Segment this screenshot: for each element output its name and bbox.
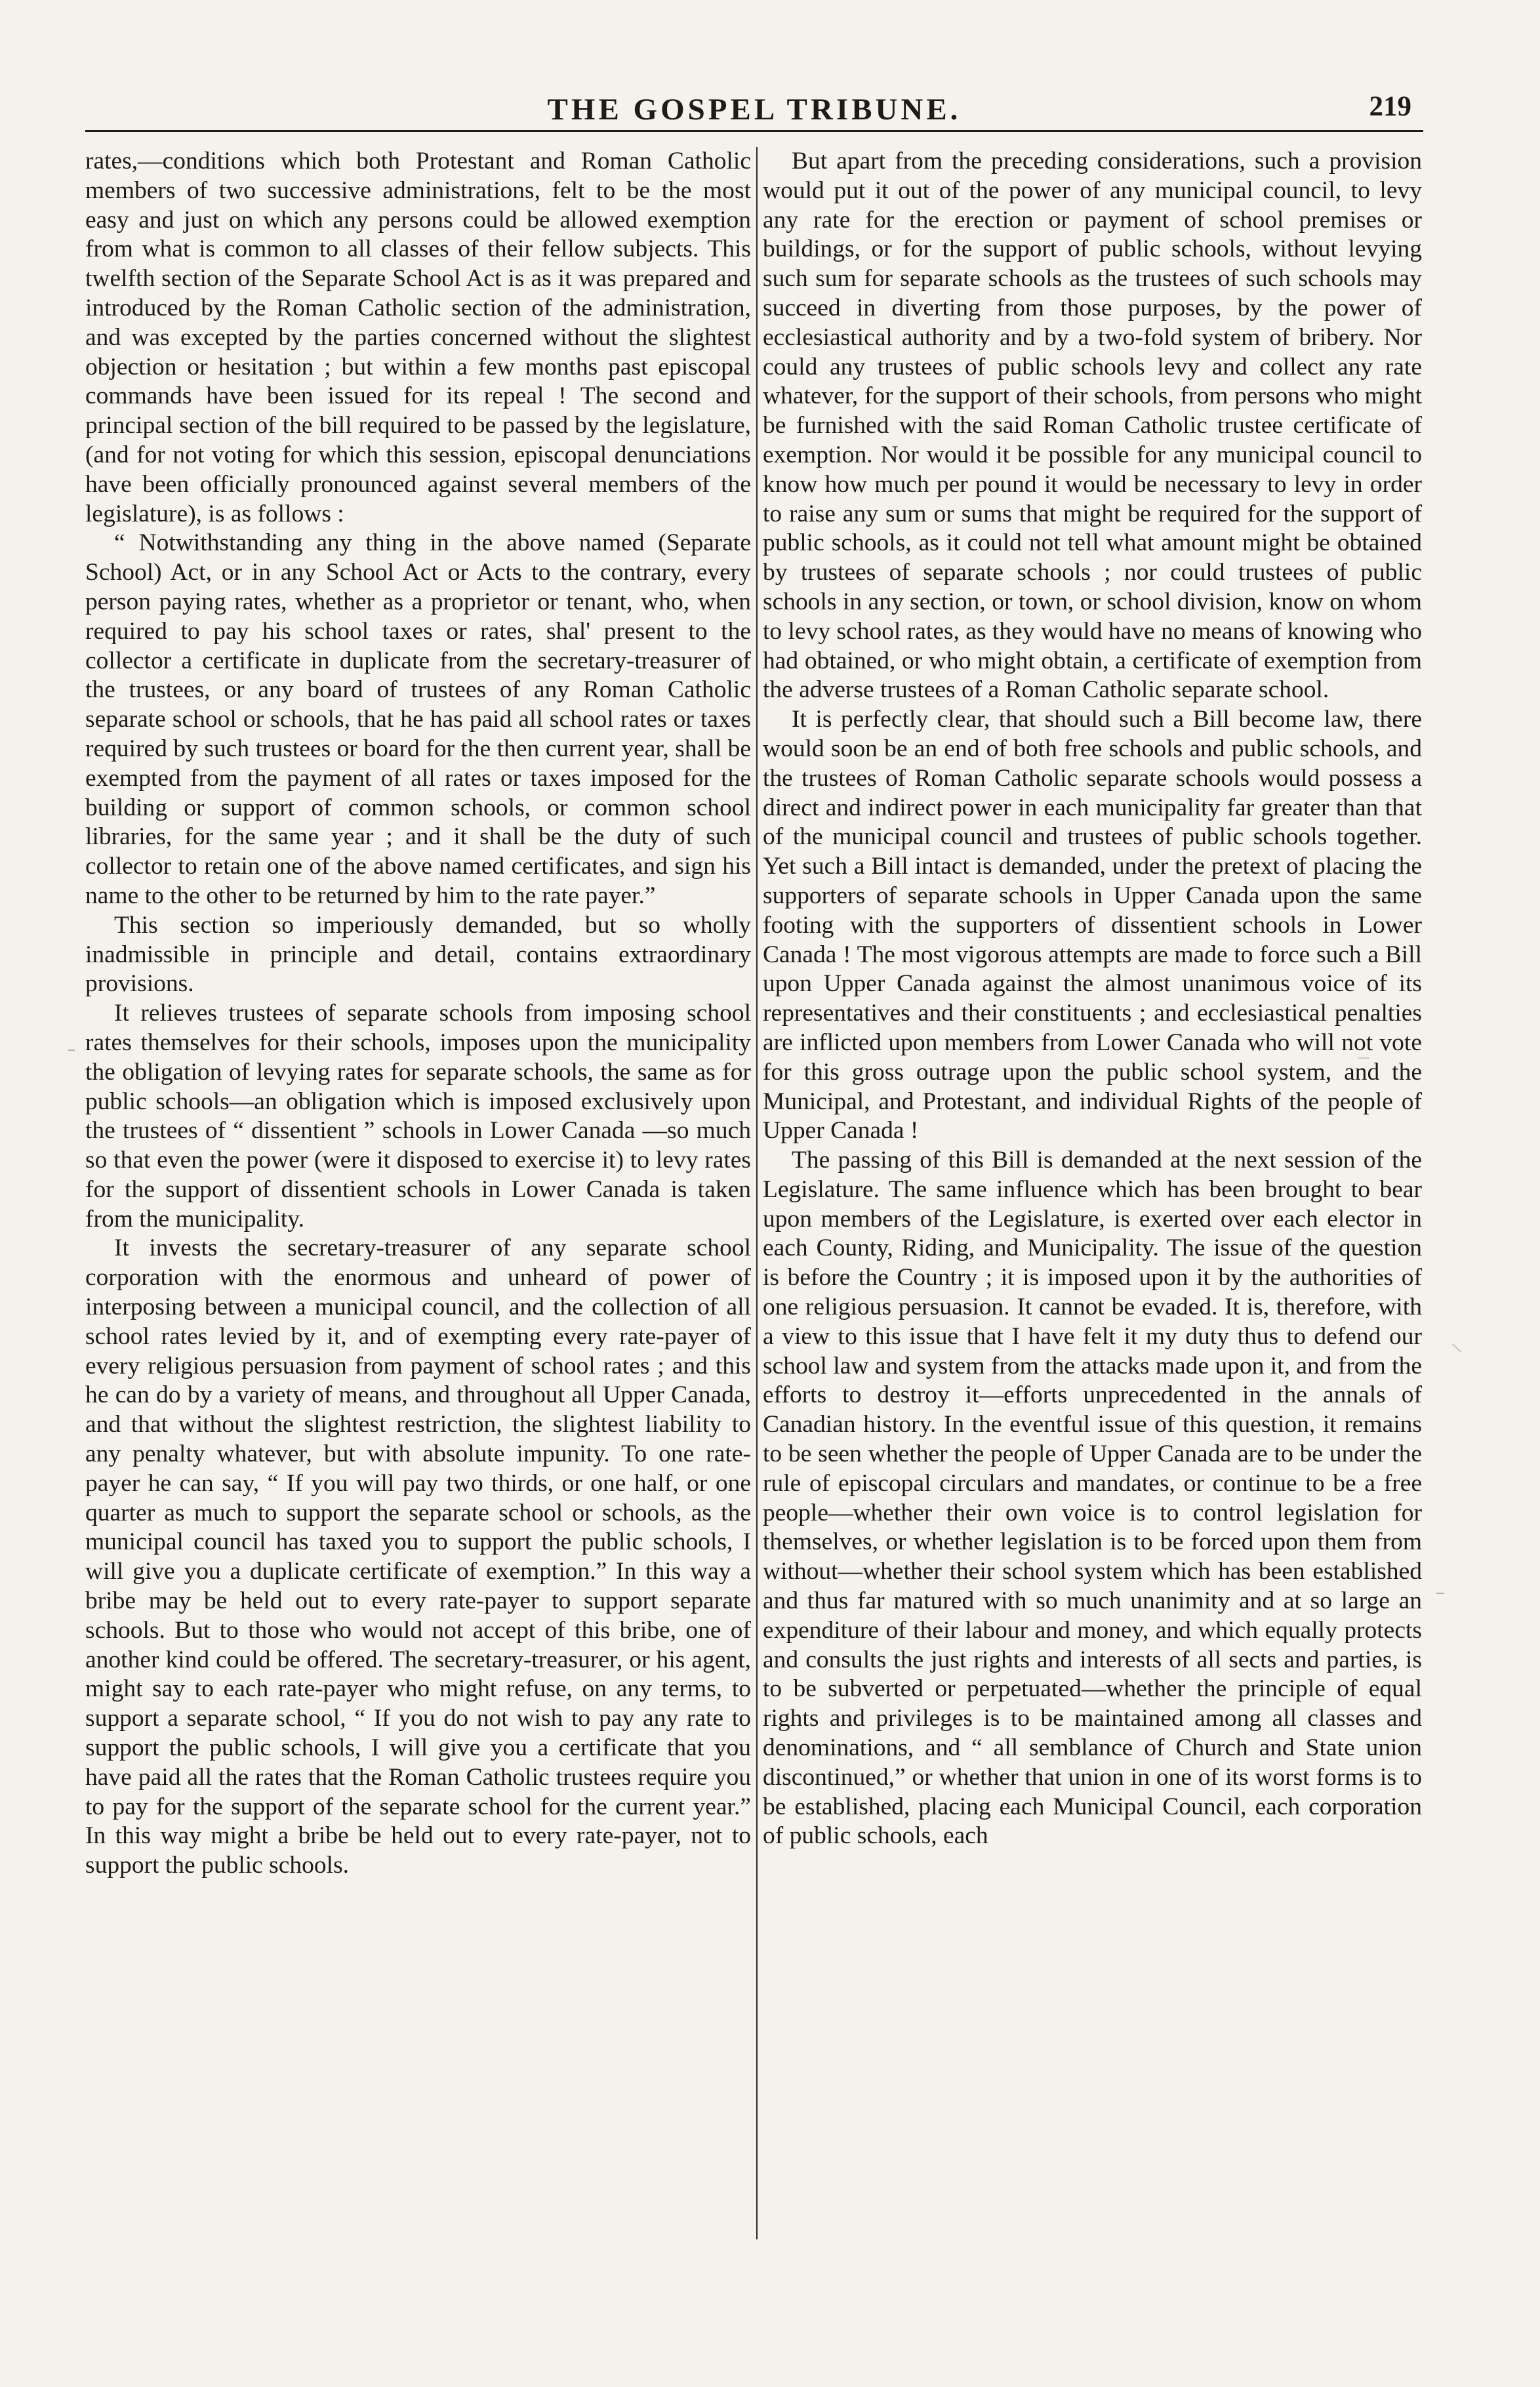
left-column: [85, 147, 751, 2259]
right-paragraph-1: But apart from the preceding considerations, such a provision would put it out of the power of any municipal council, to levy any rate for the erection or payment of school premises or buildings, or for the support of public schools, without levying such sum for separate schools as the trustees of such schools may succeed in diverting from those purposes, by the power of ecclesiastical authority and by a two-fold system of bribery. Nor could any trustees of public schools levy and collect any rate whatever, for the support of their schools, from persons who might be furnished with the said Roman Catholic trustee certificate of exemption. Nor would it be possible for any municipal council to know how much per pound it would be necessary to levy in order to raise any sum or sums that might be required for the support of public schools, as it could not tell what amount might be obtained by trustees of separate schools ; nor could trustees of public schools in any section, or town, or school division, know on whom to levy school rates, as they would have no means of knowing who had obtained, or who might obtain, a certificate of exemption from the adverse trustees of a Roman Catholic separate school.: [763, 148, 1422, 704]
running-title: THE GOSPEL TRIBUNE.: [547, 92, 962, 127]
column-divider: [756, 147, 758, 2239]
right-column: [763, 147, 1422, 2259]
left-paragraph-2: “ Notwithstanding any thing in the above named (Separate School) Act, or in any School Act or Acts to the contrary, every person paying rates, whether as a proprietor or tenant, who, when required to pay his school taxes or rates, shal' present to the collector a certificate in duplicate from the secretary-treasurer of the trustees, or any board of trustees of any Roman Catholic separate school or schools, that he has paid all school rates or taxes required by such trustees or board for the then current year, shall be exempted from the payment of all rates or taxes imposed for the building or support of common schools, or common school libraries, for the same year ; and it shall be the duty of such collector to retain one of the above named certificates, and sign his name to the other to be returned by him to the rate payer.”: [85, 529, 751, 909]
page-number: 219: [1369, 91, 1411, 122]
margin-mark: [68, 1050, 75, 1051]
margin-mark: [1452, 1343, 1462, 1353]
margin-mark: [1358, 1057, 1369, 1059]
left-paragraph-1: rates,—conditions which both Protestant and Roman Catholic members of two successive administrations, felt to be the most easy and just on which any persons could be allowed exemption from what is common to all classes of their fellow subjects. This twelfth section of the Separate School Act is as it was prepared and introduced by the Roman Catholic section of the administration, and was excepted by the parties concerned without the slightest objection or hesitation ; but within a few months past episcopal commands have been issued for its repeal ! The second and principal section of the bill required to be passed by the legislature, (and for not voting for which this session, episcopal denunciations have been officially pronounced against several members of the legislature), is as follows :: [85, 148, 751, 527]
right-paragraph-2: It is perfectly clear, that should such a Bill become law, there would soon be an end of both free schools and public schools, and the trustees of Roman Catholic separate schools would possess a direct and indirect power in each municipality far greater than that of the municipal council and trustees of public schools together. Yet such a Bill intact is demanded, under the pretext of placing the supporters of separate schools in Upper Canada upon the same footing with the supporters of dissentient schools in Lower Canada ! The most vigorous attempts are made to force such a Bill upon Upper Canada against the almost unanimous voice of its representatives and their constituents ; and ecclesiastical penalties are inflicted upon members from Lower Canada who will not vote for this gross outrage upon the public school system, and the Municipal, and Protestant, and individual Rights of the people of Upper Canada !: [763, 706, 1422, 1145]
right-paragraph-3: The passing of this Bill is demanded at the next session of the Legislature. The same influence which has been brought to bear upon members of the Legislature, is exerted over each elector in each County, Riding, and Municipality. The issue of the question is before the Country ; it is imposed upon it by the authorities of one religious persuasion. It cannot be evaded. It is, therefore, with a view to this issue that I have felt it my duty thus to defend our school law and system from the attacks made upon it, and from the efforts to destroy it—efforts unprecedented in the annals of Canadian history. In the eventful issue of this question, it remains to be seen whether the people of Upper Canada are to be under the rule of episcopal circulars and mandates, or continue to be a free people—whether their own voice is to control legislation for themselves, or whether legislation is to be forced upon them from without—whether their school system which has been established and thus far matured with so much unanimity and at so large an expenditure of their labour and money, and which equally protects and consults the just rights and interests of all sects and parties, is to be subverted or perpetuated—whether the principle of equal rights and privileges is to be maintained among all classes and denominations, and “ all semblance of Church and State union discontinued,” or whether that union in one of its worst forms is to be established, placing each Municipal Council, each corporation of public schools, each: [763, 1147, 1422, 1850]
left-paragraph-5: It invests the secretary-treasurer of any separate school corporation with the enormous and unheard of power of interposing between a municipal council, and the collection of all school rates levied by it, and of exempting every rate-payer of every religious persuasion from payment of school rates ; and this he can do by a variety of means, and throughout all Upper Canada, and that without the slightest restriction, the slightest liability to any penalty whatever, but with absolute impunity. To one rate-payer he can say, “ If you will pay two thirds, or one half, or one quarter as much to support the separate school or schools, as the municipal council has taxed you to support the public schools, I will give you a duplicate certificate of exemption.” In this way a bribe may be held out to every rate-payer to support separate schools. But to those who would not accept of this bribe, one of another kind could be offered. The secretary-treasurer, or his agent, might say to each rate-payer who might refuse, on any terms, to support a separate school, “ If you do not wish to pay any rate to support the public schools, I will give you a certificate that you have paid all the rates that the Roman Catholic trustees require you to pay for the support of the separate school for the current year.” In this way might a bribe be held out to every rate-payer, not to support the public schools.: [85, 1234, 751, 1879]
page-header: [85, 83, 1423, 132]
margin-mark: [1436, 1593, 1444, 1594]
left-paragraph-4: It relieves trustees of separate schools from imposing school rates themselves for their schools, imposes upon the municipality the obligation of levying rates for separate schools, the same as for public schools—an obligation which is imposed exclusively upon the trustees of “ dissentient ” schools in Lower Canada —so much so that even the power (were it disposed to exercise it) to levy rates for the support of dissentient schools in Lower Canada is taken from the municipality.: [85, 1000, 751, 1233]
left-paragraph-3: This section so imperiously demanded, but so wholly inadmissible in principle and detail, contains extraordinary provisions.: [85, 911, 751, 998]
